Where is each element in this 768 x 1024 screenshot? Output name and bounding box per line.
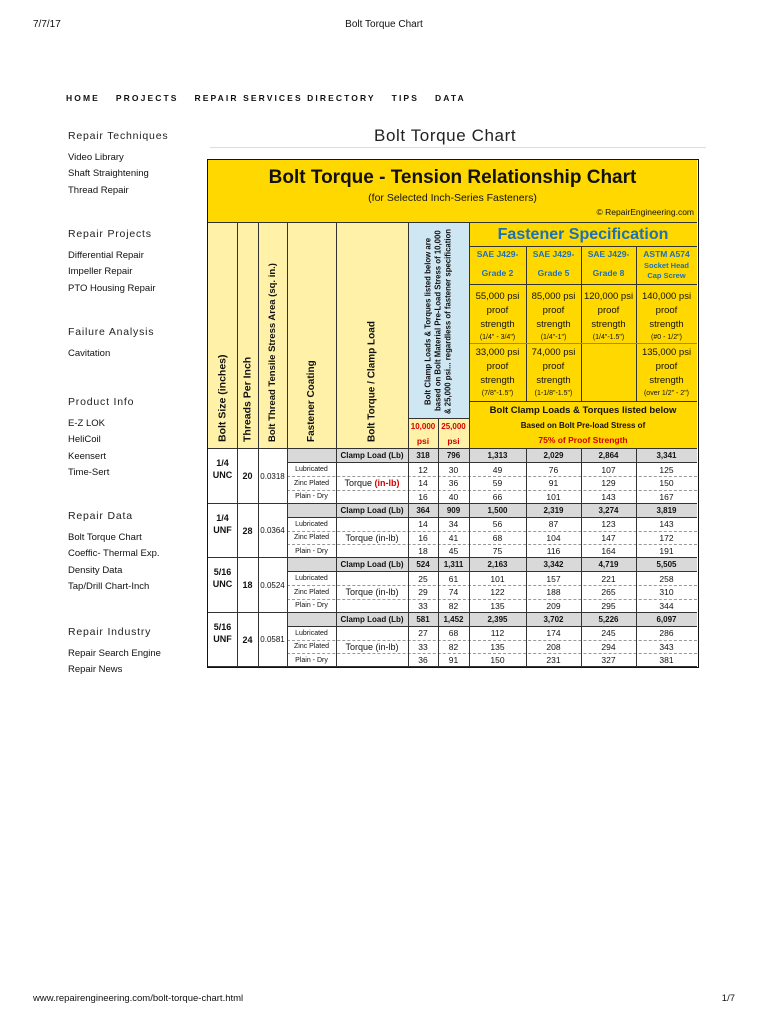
body-col-divider (258, 448, 259, 666)
torque-value: 76 (548, 464, 559, 475)
coating-label: Lubricated (295, 575, 328, 582)
coating-label: Lubricated (295, 629, 328, 637)
torque-value: 157 (546, 573, 561, 584)
body-col-divider (636, 448, 637, 666)
torque-label (336, 463, 408, 503)
spec-proof-word: proof (486, 304, 509, 316)
nav-item-projects[interactable]: PROJECTS (115, 93, 179, 103)
spec-title: Fastener Specification (497, 226, 669, 243)
sidebar-link[interactable]: Coeffic- Thermal Exp. (68, 548, 160, 560)
torque-value: 122 (490, 587, 505, 597)
sidebar-link[interactable]: Shaft Straightening (68, 168, 149, 180)
torque-chart (207, 159, 699, 668)
sidebar-heading: Repair Techniques (68, 130, 169, 142)
spec-col-divider (581, 247, 582, 402)
coating-label: Plain - Dry (295, 493, 328, 500)
torque-unit: (in-lb) (375, 641, 399, 652)
clamp-load-value: 909 (446, 505, 461, 515)
preload-note-header: Bolt Clamp Loads & Torques listed below are based on Bolt Material Pre-Load Stress of 10,000 & 25,000 psi... regardless of fastener specification (423, 228, 453, 414)
body-col-divider (526, 448, 527, 666)
torque-value: 172 (659, 532, 674, 543)
torque-value: 174 (546, 628, 561, 638)
torque-value: 143 (601, 491, 616, 502)
torque-value: 74 (448, 587, 459, 597)
torque-value: 344 (659, 600, 674, 611)
spec-grade: Socket Head Cap Screw (643, 261, 690, 280)
clamp-load-value: 5,505 (656, 560, 677, 569)
coating-label: Plain - Dry (295, 602, 328, 609)
clamp-load-value: 581 (416, 614, 430, 624)
stress-area: 0.0318 (260, 471, 285, 481)
spec-strength-word: strength (591, 318, 626, 330)
print-url: www.repairengineering.com/bolt-torque-chart.html (33, 993, 244, 1004)
spec-grade: Grade 5 (537, 268, 570, 278)
torque-value: 16 (418, 532, 428, 543)
body-col-divider (438, 448, 439, 666)
torque-value: 45 (448, 546, 459, 556)
preload-unit-1: psi (416, 435, 430, 446)
clamp-note-3: 75% of Proof Strength (538, 435, 628, 445)
sidebar-link[interactable]: Impeller Repair (68, 266, 133, 278)
torque-word: Torque (345, 641, 373, 652)
stress-area-header: Bolt Thread Tensile Stress Area (sq. in.) (267, 263, 278, 442)
torque-value: 66 (492, 491, 503, 502)
spec-name: ASTM A574 (643, 249, 690, 259)
torque-value: 68 (492, 532, 503, 543)
torque-value: 41 (448, 532, 459, 543)
torque-value: 107 (601, 464, 616, 475)
torque-unit: (in-lb) (375, 532, 399, 543)
clamp-load-value: 2,395 (487, 614, 508, 624)
torque-value: 208 (546, 641, 561, 652)
nav-item-tips[interactable]: TIPS (391, 93, 419, 103)
spec-proof-alt: 33,000 psi (475, 346, 520, 358)
spec-rule (469, 343, 697, 344)
torque-value: 40 (448, 491, 459, 502)
torque-value: 167 (659, 491, 674, 502)
clamp-note-2: Based on Bolt Pre-load Stress of (520, 420, 646, 430)
thread-type: UNF (213, 633, 232, 644)
thread-type: UNC (212, 470, 233, 480)
clamp-load-value: 796 (446, 451, 461, 460)
header-col-divider (237, 223, 238, 448)
spec-proof-alt-word: proof (542, 360, 565, 372)
clamp-load-value: 524 (416, 560, 430, 569)
sidebar-link[interactable]: Tap/Drill Chart-Inch (68, 580, 150, 592)
torque-value: 25 (418, 573, 428, 584)
torque-value: 327 (601, 655, 616, 665)
sidebar-heading: Product Info (68, 396, 135, 408)
clamp-label: Clamp Load (Lb) (340, 560, 404, 569)
sidebar-heading: Failure Analysis (68, 326, 155, 338)
sidebar-link[interactable]: Thread Repair (68, 184, 129, 196)
spec-proof-alt-word (581, 360, 636, 372)
threads-header: Threads Per Inch (241, 356, 254, 442)
sidebar-link[interactable]: Bolt Torque Chart (68, 532, 142, 543)
torque-value: 310 (659, 587, 674, 597)
header-col-divider (469, 223, 470, 448)
header-col-divider (336, 223, 337, 448)
torque-value: 343 (659, 641, 674, 652)
spec-rule (469, 284, 697, 285)
spec-proof-alt: 74,000 psi (531, 346, 576, 358)
torque-value: 36 (418, 655, 428, 665)
spec-range-alt (581, 388, 636, 398)
torque-value: 188 (546, 587, 561, 597)
bolt-size: 1/4 (216, 458, 229, 468)
spec-title-rule (469, 246, 697, 247)
spec-proof-alt (581, 346, 636, 358)
torque-word: Torque (345, 532, 373, 543)
sidebar-link[interactable]: Video Library (68, 152, 124, 163)
torque-value: 294 (601, 641, 616, 652)
spec-rule (469, 401, 697, 402)
header-col-divider (258, 223, 259, 448)
heading-divider (210, 147, 706, 148)
sidebar-link[interactable]: Differential Repair (68, 250, 144, 261)
sidebar-section (68, 326, 154, 362)
body-col-divider (581, 448, 582, 666)
torque-value: 14 (418, 519, 428, 529)
coating-label: Lubricated (295, 466, 328, 473)
torque-unit: (in-lb) (374, 478, 400, 488)
threads-per-inch: 28 (242, 525, 253, 536)
spec-proof-alt-word: proof (655, 360, 678, 372)
torque-value: 16 (418, 491, 428, 502)
clamp-load-value: 1,500 (487, 505, 508, 515)
spec-strength-alt-word: strength (536, 374, 571, 386)
spec-proof-word: proof (655, 304, 678, 316)
torque-value: 258 (659, 573, 674, 584)
chart-title: Bolt Torque - Tension Relationship Chart (268, 167, 637, 188)
print-title: Bolt Torque Chart (345, 19, 423, 30)
torque-value: 33 (418, 600, 428, 611)
torque-value: 33 (418, 641, 428, 652)
threads-per-inch: 20 (242, 471, 253, 482)
clamp-label: Clamp Load (Lb) (340, 451, 404, 460)
spec-name: SAE J429- (532, 249, 575, 259)
coating-label: Zinc Plated (293, 588, 330, 596)
body-col-divider (336, 448, 337, 666)
clamp-load-value: 3,341 (656, 451, 677, 460)
torque-value: 147 (601, 532, 616, 543)
coating-label: Zinc Plated (293, 534, 330, 541)
coating-label: Plain - Dry (295, 547, 328, 555)
spec-proof-word: proof (542, 304, 565, 316)
bolt-size: 5/16 (213, 621, 232, 632)
torque-value: 87 (548, 519, 559, 529)
torque-value: 221 (601, 573, 616, 584)
torque-value: 245 (601, 628, 616, 638)
spec-strength-alt-word (581, 374, 636, 386)
chart-subtitle: (for Selected Inch-Series Fasteners) (368, 192, 537, 204)
torque-value: 34 (448, 519, 459, 529)
sidebar-section (68, 228, 155, 297)
torque-value: 150 (659, 478, 674, 488)
sidebar-link[interactable]: Density Data (68, 564, 123, 576)
clamp-load-value: 3,819 (656, 505, 677, 515)
spec-range: (1/4"-1.5") (592, 333, 625, 341)
preload-value-2: 25,000 (441, 422, 466, 431)
torque-value: 101 (546, 491, 561, 502)
torque-value: 27 (418, 628, 428, 638)
chart-copyright: © RepairEngineering.com (596, 207, 694, 217)
spec-name: SAE J429- (476, 249, 519, 259)
bolt-size-header: Bolt Size (inches) (216, 354, 229, 442)
sidebar-heading: Repair Projects (68, 228, 152, 240)
torque-value: 12 (418, 464, 428, 475)
stress-area: 0.0524 (260, 580, 285, 590)
coating-label: Zinc Plated (293, 643, 330, 650)
torque-value: 61 (448, 573, 459, 584)
sidebar-link[interactable]: HeliCoil (68, 434, 101, 446)
sidebar-link[interactable]: Cavitation (68, 348, 111, 359)
clamp-load-value: 4,719 (598, 560, 619, 569)
clamp-load-value: 1,452 (443, 614, 464, 624)
spec-proof: 55,000 psi (475, 290, 520, 302)
spec-col-divider (526, 247, 527, 402)
stress-area: 0.0364 (260, 526, 285, 536)
torque-value: 381 (659, 655, 674, 665)
torque-value: 125 (659, 464, 674, 475)
clamp-load-value: 3,702 (543, 614, 564, 624)
torque-value: 91 (448, 655, 459, 665)
preload-value-1: 10,000 (410, 422, 436, 431)
spec-col-divider (636, 247, 637, 402)
body-col-divider (469, 448, 470, 666)
preload-unit-2: psi (447, 435, 460, 446)
coating-label: Plain - Dry (295, 656, 328, 664)
torque-load-header: Bolt Torque / Clamp Load (366, 321, 378, 442)
body-col-divider (237, 448, 238, 666)
torque-value: 36 (448, 478, 459, 488)
sidebar-link[interactable]: Repair Search Engine (68, 648, 161, 659)
torque-value: 82 (448, 641, 459, 652)
clamp-load-value: 3,274 (598, 505, 619, 515)
spec-proof-alt-word: proof (486, 360, 509, 372)
spec-strength-alt-word: strength (480, 374, 515, 386)
top-nav (66, 93, 482, 103)
thread-type: UNF (213, 524, 232, 535)
clamp-load-value: 6,097 (656, 614, 677, 624)
spec-strength-word: strength (536, 318, 571, 330)
threads-per-inch: 18 (242, 580, 253, 591)
spec-range-alt: (over 1/2" - 2") (643, 389, 690, 397)
clamp-load-value: 1,313 (487, 451, 508, 460)
page-title: Bolt Torque Chart (374, 126, 517, 145)
torque-value: 295 (601, 600, 616, 611)
torque-label (336, 627, 408, 667)
torque-value: 116 (546, 546, 561, 556)
spec-grade: Grade 2 (481, 268, 514, 278)
spec-proof: 85,000 psi (531, 290, 576, 302)
torque-value: 14 (418, 478, 428, 488)
torque-value: 82 (448, 600, 459, 611)
coating-header: Fastener Coating (306, 360, 317, 442)
torque-unit: (in-lb) (375, 587, 399, 597)
torque-value: 101 (490, 573, 505, 584)
preload-divider (438, 418, 439, 448)
nav-item-repair-services-directory[interactable]: REPAIR SERVICES DIRECTORY (194, 93, 376, 103)
torque-value: 112 (490, 628, 505, 638)
spec-range: (1/4" - 3/4") (479, 333, 516, 341)
torque-value: 18 (418, 546, 428, 556)
clamp-load-value: 2,029 (543, 451, 564, 460)
stress-area: 0.0581 (260, 635, 285, 645)
torque-value: 143 (659, 519, 674, 529)
spec-proof-alt: 135,000 psi (641, 346, 692, 358)
torque-value: 75 (492, 546, 503, 556)
torque-value: 135 (490, 641, 505, 652)
thread-type: UNC (212, 579, 233, 589)
torque-value: 209 (546, 600, 561, 611)
torque-value: 129 (601, 478, 616, 488)
torque-value: 286 (659, 628, 674, 638)
bolt-size: 1/4 (216, 512, 229, 523)
row-rule (208, 666, 697, 667)
clamp-label: Clamp Load (Lb) (340, 505, 404, 515)
clamp-load-value: 1,311 (443, 560, 464, 569)
torque-value: 56 (492, 519, 503, 529)
sidebar-heading: Repair Data (68, 510, 133, 522)
clamp-load-value: 2,319 (543, 505, 564, 515)
coating-label: Zinc Plated (293, 479, 330, 487)
page-number: 1/7 (721, 993, 735, 1004)
spec-range-alt: (7/8"-1.5") (481, 389, 514, 397)
coating-label: Lubricated (295, 520, 328, 528)
spec-range: (1/4"-1") (540, 333, 567, 341)
spec-name: SAE J429- (587, 249, 630, 259)
torque-value: 59 (492, 478, 503, 488)
header-col-divider (287, 223, 288, 448)
sidebar-link[interactable]: Keensert (68, 450, 107, 462)
body-col-divider (408, 448, 409, 666)
threads-per-inch: 24 (242, 634, 253, 645)
clamp-load-value: 3,342 (543, 560, 564, 569)
spec-proof-word: proof (597, 304, 620, 316)
spec-proof: 120,000 psi (583, 290, 634, 302)
clamp-load-value: 5,226 (598, 614, 619, 624)
sidebar-link[interactable]: PTO Housing Repair (68, 282, 156, 294)
clamp-load-value: 2,163 (487, 560, 508, 569)
sidebar-section (68, 130, 168, 199)
spec-strength-alt-word: strength (649, 374, 684, 386)
nav-item-home[interactable]: HOME (66, 93, 100, 103)
clamp-load-value: 318 (416, 451, 430, 460)
torque-value: 135 (490, 600, 505, 611)
print-date: 7/7/17 (33, 19, 61, 30)
sidebar-section (68, 396, 134, 481)
torque-value: 104 (546, 532, 561, 543)
torque-value: 191 (659, 546, 674, 556)
spec-strength-word: strength (480, 318, 515, 330)
torque-label (336, 572, 408, 612)
sidebar-link[interactable]: Time-Sert (68, 466, 110, 478)
sidebar-link[interactable]: Repair News (68, 664, 123, 676)
sidebar-heading: Repair Industry (68, 626, 152, 638)
spec-proof: 140,000 psi (641, 290, 692, 302)
torque-word: Torque (344, 478, 372, 488)
clamp-load-value: 2,864 (598, 451, 619, 460)
torque-value: 123 (601, 519, 616, 529)
spec-range: (#0 - 1/2") (651, 333, 682, 341)
sidebar-section (68, 626, 161, 679)
torque-value: 150 (490, 655, 505, 665)
torque-value: 164 (601, 546, 616, 556)
torque-value: 91 (548, 478, 559, 488)
sidebar-section (68, 510, 160, 595)
header-col-divider (408, 223, 409, 448)
torque-value: 231 (546, 655, 561, 665)
torque-label (336, 518, 408, 558)
torque-word: Torque (345, 587, 373, 597)
bolt-size: 5/16 (213, 567, 232, 577)
torque-value: 30 (448, 464, 459, 475)
sidebar-link[interactable]: E-Z LOK (68, 418, 105, 429)
spec-strength-word: strength (649, 318, 684, 330)
body-col-divider (287, 448, 288, 666)
clamp-note-1: Bolt Clamp Loads & Torques listed below (489, 404, 677, 416)
clamp-label: Clamp Load (Lb) (340, 614, 404, 624)
spec-range-alt: (1-1/8"-1.5") (534, 389, 573, 397)
clamp-load-value: 364 (416, 505, 430, 515)
torque-value: 265 (601, 587, 616, 597)
nav-item-data[interactable]: DATA (434, 93, 466, 103)
torque-value: 68 (448, 628, 459, 638)
torque-value: 29 (418, 587, 428, 597)
spec-grade: Grade 8 (592, 268, 625, 278)
torque-value: 49 (492, 464, 503, 475)
